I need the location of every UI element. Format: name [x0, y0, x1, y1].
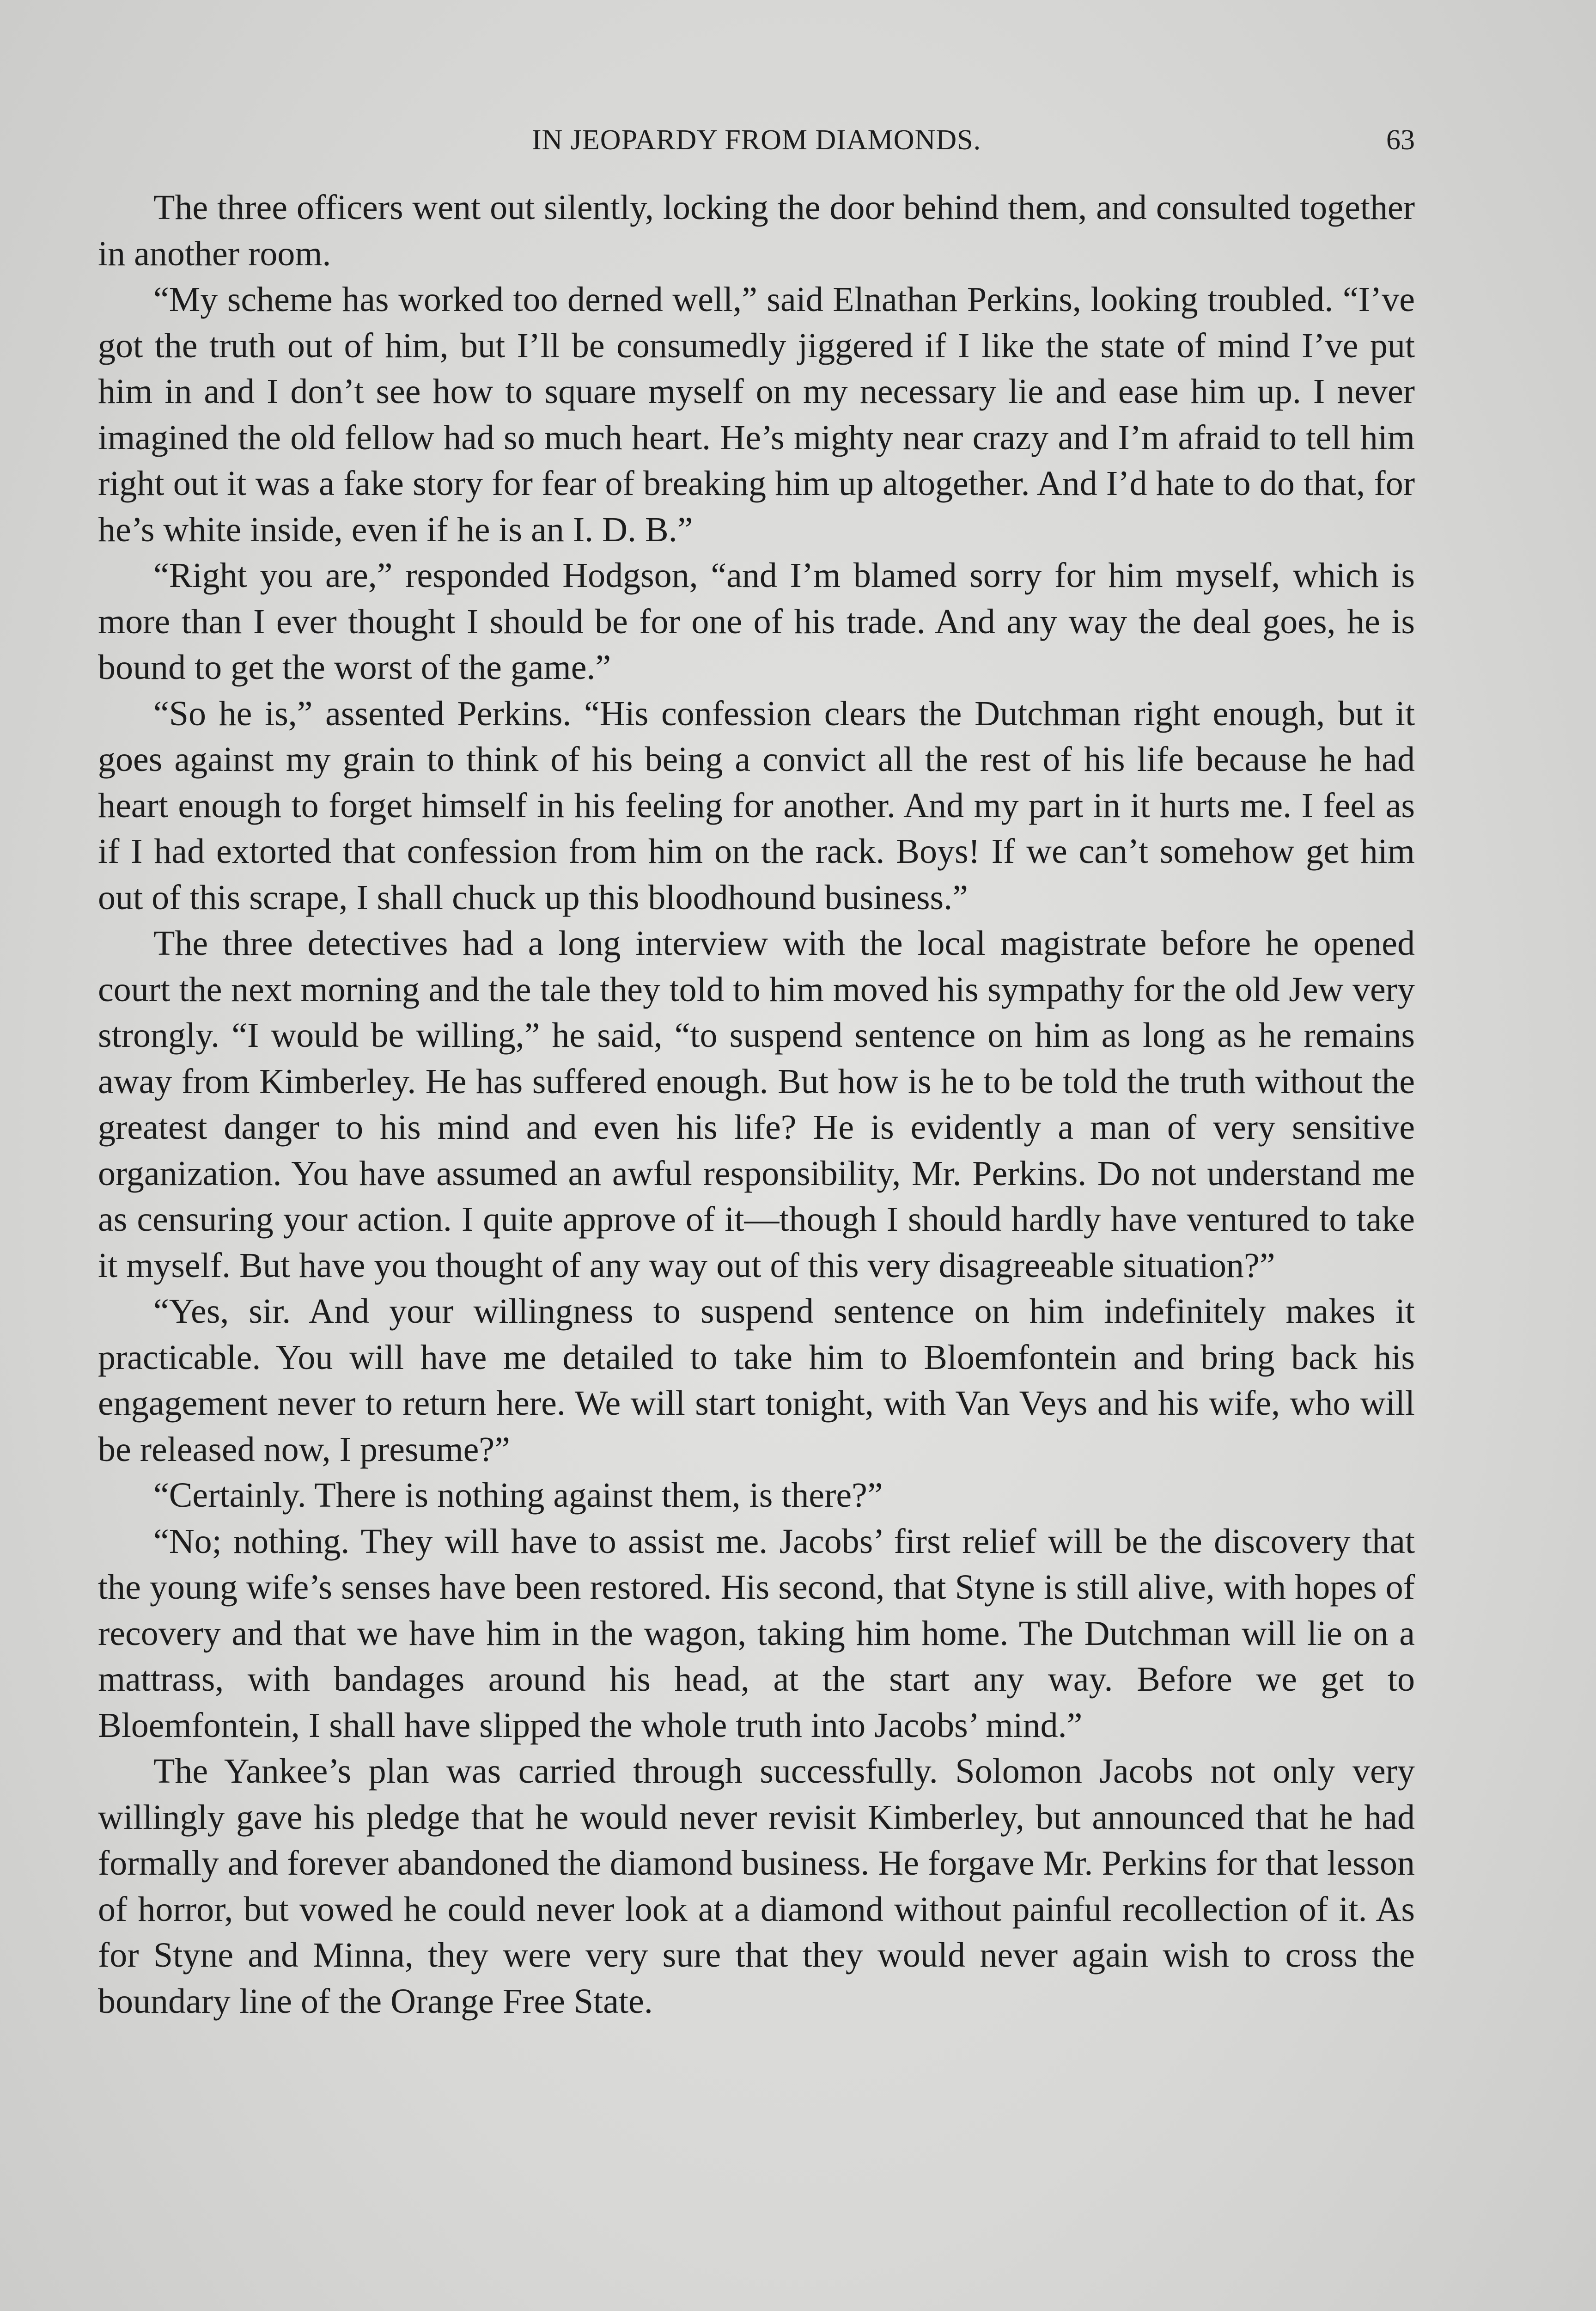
page-header: [98, 119, 1415, 161]
paragraph: The Yankee’s plan was carried through successfully. Solomon Jacobs not only very willingly gave his pledge that he would never revisit Kimberley, but announced that he had formally and forever abandoned the diamond business. He forgave Mr. Perkins for that lesson of horror, but vowed he could never look at a diamond without painful recollection of it. As for Styne and Minna, they were very sure that they would never again wish to cross the boundary line of the Orange Free State.: [98, 1752, 1415, 2021]
paragraph: “My scheme has worked too derned well,” said Elnathan Perkins, looking troubled. “I’ve got the truth out of him, but I’ll be consumedly jiggered if I like the state of mind I’ve put him in and I don’t see how to square myself on my necessary lie and ease him up. I never imagined the old fellow had so much heart. He’s mighty near crazy and I’m afraid to tell him right out it was a fake story for fear of breaking him up altogether. And I’d hate to do that, for he’s white inside, even if he is an I. D. B.”: [98, 280, 1415, 549]
paragraph: The three detectives had a long interview with the local magistrate before he opened court the next morning and the tale they told to him moved his sympathy for the old Jew very strongly. “I would be willing,” he said, “to suspend sentence on him as long as he remains away from Kimberley. He has suffered enough. But how is he to be told the truth without the greatest danger to his mind and even his life? He is evidently a man of very sensitive organization. You have assumed an awful responsibility, Mr. Perkins. Do not understand me as censuring your action. I quite approve of it—though I should hardly have ventured to take it myself. But have you thought of any way out of this very disagreeable situation?”: [98, 924, 1415, 1285]
page-number: 63: [1386, 124, 1415, 156]
paragraph: “So he is,” assented Perkins. “His confession clears the Dutchman right enough, but it goes against my grain to think of his being a convict all the rest of his life because he had heart enough to forget himself in his feeling for another. And my part in it hurts me. I feel as if I had extorted that confession from him on the rack. Boys! If we can’t somehow get him out of this scrape, I shall chuck up this bloodhound business.”: [98, 694, 1415, 917]
paragraph: The three officers went out silently, locking the door behind them, and consulted together in another room.: [98, 188, 1415, 273]
paragraph: “Certainly. There is nothing against them, is there?”: [153, 1476, 883, 1515]
paragraph: “Right you are,” responded Hodgson, “and I’m blamed sorry for him myself, which is more than I ever thought I should be for one of his trade. And any way the deal goes, he is bound to get the worst of the game.”: [98, 556, 1415, 687]
paragraph: “Yes, sir. And your willingness to suspend sentence on him indefinitely makes it practicable. You will have me detailed to take him to Bloemfontein and bring back his engagement never to return here. We will start tonight, with Van Veys and his wife, who will be released now, I presume?”: [98, 1292, 1415, 1469]
story-text: [98, 185, 1415, 2024]
running-title: IN JEOPARDY FROM DIAMONDS.: [531, 124, 981, 156]
paragraph: “No; nothing. They will have to assist me. Jacobs’ first relief will be the discovery that the young wife’s senses have been restored. His second, that Styne is still alive, with hopes of recovery and that we have him in the wagon, taking him home. The Dutchman will lie on a mattrass, with bandages around his head, at the start any way. Before we get to Bloemfontein, I shall have slipped the whole truth into Jacobs’ mind.”: [98, 1522, 1415, 1745]
